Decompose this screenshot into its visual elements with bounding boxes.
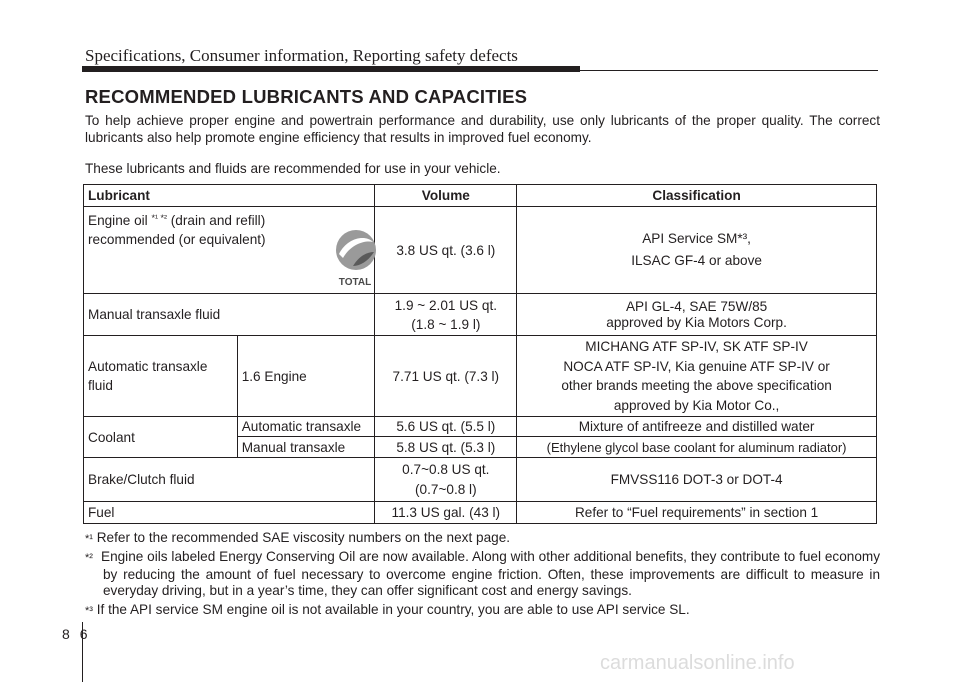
automatic-class-line4: approved by Kia Motor Co., xyxy=(613,397,780,413)
engine-oil-volume: 3.8 US qt. (3.6 l) xyxy=(375,207,517,294)
intro-note: These lubricants and fluids are recommended for use in your vehicle. xyxy=(85,161,501,176)
footnote-1-text: Refer to the recommended SAE viscosity numbers on the next page. xyxy=(96,530,511,545)
manual-class-line2: approved by Kia Motors Corp. xyxy=(606,314,787,330)
footnote-3-mark: *³ xyxy=(85,605,93,617)
header-volume: Volume xyxy=(375,185,517,207)
manual-class-line1: API GL-4, SAE 75W/85 xyxy=(625,298,768,314)
fuel-name: Fuel xyxy=(84,502,375,524)
header-line xyxy=(580,70,878,71)
fuel-classification: Refer to “Fuel requirements” in section 1 xyxy=(517,502,877,524)
manual-transaxle-classification xyxy=(517,294,877,336)
page-header-title: Specifications, Consumer information, Reporting safety defects xyxy=(85,46,518,65)
engine-oil-classification xyxy=(517,207,877,294)
coolant-volume-manual: 5.8 US qt. (5.3 l) xyxy=(375,437,517,458)
engine-oil-class-line2: ILSAC GF-4 or above xyxy=(631,253,762,268)
automatic-name-line2: fluid xyxy=(88,378,113,393)
coolant-sub-manual: Manual transaxle xyxy=(237,437,375,458)
engine-oil-marks: *¹ *² xyxy=(151,213,167,223)
table-row-fuel xyxy=(84,502,877,524)
manual-transaxle-volume xyxy=(375,294,517,336)
engine-oil-class-line1: API Service SM*³, xyxy=(642,231,751,246)
engine-oil-line2: recommended (or equivalent) xyxy=(88,232,266,247)
header-classification: Classification xyxy=(517,185,877,207)
automatic-transaxle-name xyxy=(84,336,238,417)
coolant-class-line2: (Ethylene glycol base coolant for aluminum radiator) xyxy=(517,437,877,458)
manual-volume-line1: 1.9 ~ 2.01 US qt. xyxy=(394,297,498,313)
coolant-class-line1: Mixture of antifreeze and distilled water xyxy=(517,417,877,437)
footnote-3-text: If the API service SM engine oil is not available in your country, you are able to use API service SL. xyxy=(96,602,690,617)
coolant-volume-automatic: 5.6 US qt. (5.5 l) xyxy=(375,417,517,437)
table-header-row xyxy=(84,185,877,207)
coolant-name: Coolant xyxy=(84,417,238,458)
manual-transaxle-name: Manual transaxle fluid xyxy=(84,294,375,336)
header-bar xyxy=(82,66,580,72)
automatic-class-line3: other brands meeting the above specification xyxy=(561,378,832,393)
table-row-manual-transaxle xyxy=(84,294,877,336)
section-title: RECOMMENDED LUBRICANTS AND CAPACITIES xyxy=(85,86,528,107)
brake-fluid-classification: FMVSS116 DOT-3 or DOT-4 xyxy=(517,458,877,502)
total-logo xyxy=(329,226,381,288)
footnote-3 xyxy=(85,602,880,620)
automatic-engine: 1.6 Engine xyxy=(237,336,375,417)
footnote-1-mark: *¹ xyxy=(85,533,93,545)
automatic-class-line1: MICHANG ATF SP-IV, SK ATF SP-IV xyxy=(585,339,808,354)
brake-fluid-name: Brake/Clutch fluid xyxy=(84,458,375,502)
total-logo-text: TOTAL xyxy=(338,277,372,288)
engine-oil-name: Engine oil xyxy=(88,213,148,228)
automatic-classification xyxy=(517,336,877,417)
brake-fluid-volume xyxy=(375,458,517,502)
header-lubricant: Lubricant xyxy=(84,185,375,207)
footnote-1 xyxy=(85,530,880,548)
engine-oil-name-rest: (drain and refill) xyxy=(170,213,266,228)
automatic-volume: 7.71 US qt. (7.3 l) xyxy=(375,336,517,417)
footnote-2-mark: *² xyxy=(85,552,93,564)
lubricants-table xyxy=(83,184,877,524)
footnote-2 xyxy=(85,549,880,600)
coolant-sub-automatic: Automatic transaxle xyxy=(237,417,375,437)
table-row-automatic-transaxle xyxy=(84,336,877,417)
fuel-volume: 11.3 US gal. (43 l) xyxy=(375,502,517,524)
automatic-name-line1: Automatic transaxle xyxy=(88,359,208,374)
automatic-class-line2: NOCA ATF SP-IV, Kia genuine ATF SP-IV or xyxy=(563,358,830,374)
manual-volume-line2: (1.8 ~ 1.9 l) xyxy=(411,316,481,332)
watermark: carmanualsonline.info xyxy=(600,652,795,674)
brake-volume-line2: (0.7~0.8 l) xyxy=(415,481,477,497)
intro-paragraph: To help achieve proper engine and powertrain performance and durability, use only lubricants of the proper quality. The correct lubricants also help promote engine efficiency that results in improved fuel economy. xyxy=(85,113,880,145)
table-row-brake-clutch xyxy=(84,458,877,502)
table-row-coolant-automatic xyxy=(84,417,877,437)
page-number: 86 xyxy=(62,626,98,642)
footnote-2-text: Engine oils labeled Energy Conserving Oil are now available. Along with other additional benefits, they contribute to fuel economy by reducing the amount of fuel necessary to overcome engine friction. Often, these improvements are difficult to measure in everyday driving, but in a year’s time, they can offer significant cost and energy savings. xyxy=(101,549,880,598)
table-row-engine-oil xyxy=(84,207,877,294)
brake-volume-line1: 0.7~0.8 US qt. xyxy=(402,461,490,477)
